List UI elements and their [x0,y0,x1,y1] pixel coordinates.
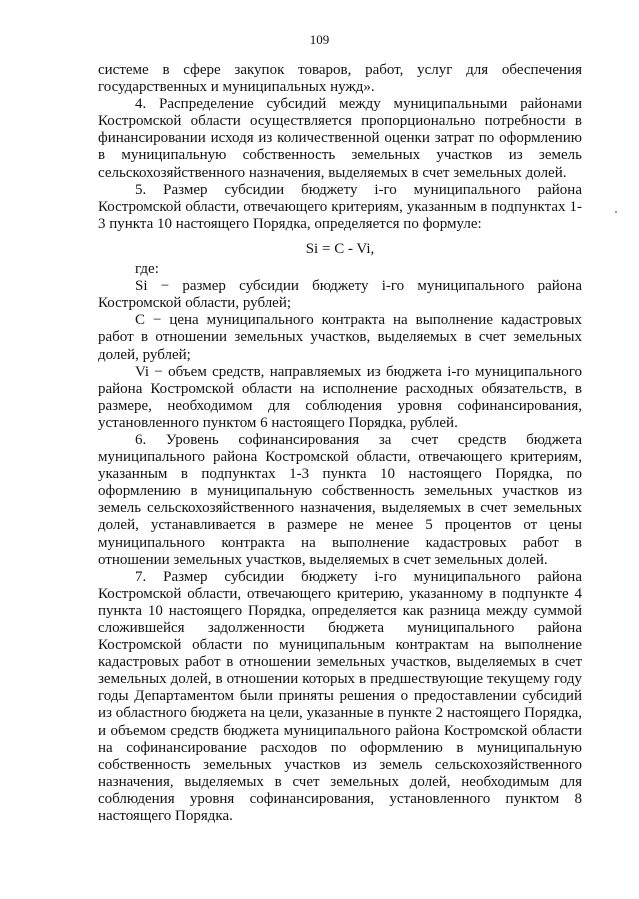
formula: Si = C - Vi, [305,240,375,257]
scan-dot [615,211,617,213]
paragraph-5: 5. Размер субсидии бюджету i-го муниципального района Костромской области, отвечающего критериям, указанным в подпунктах 1-3 пункта 10 настоящего Порядка, определяется по формуле: [98,181,582,232]
paragraph-continuation: системе в сфере закупок товаров, работ, услуг для обеспечения государственных и муниципальных нужд». [98,62,582,96]
paragraph-7: 7. Размер субсидии бюджету i-го муниципального района Костромской области, отвечающего критерию, указанному в подпункте 4 пункта 10 настоящего Порядка, определяется как разница между суммой сложившейся задолженности бюджета муниципального района Костромской области по муниципальным контрактам на выполнение кадастровых работ в отношении земельных участков, выделяемых в счет земельных долей, в отношении которых в предшествующие текущему году годы Департаментом были приняты решения о предоставлении субсидий из областного бюджета на цели, указанные в пункте 2 настоящего Порядка, и объемом средств бюджета муниципального района Костромской области на софинансирование расходов по оформлению в муниципальную собственность земельных участков из земель сельскохозяйственного назначения, выделяемых в счет земельных долей, необходимым для соблюдения уровня софинансирования, установленного пунктом 8 настоящего Порядка. [98,568,582,825]
definition-si: Si − размер субсидии бюджету i-го муниципального района Костромской области, рублей; [98,278,582,312]
paragraph-4: 4. Распределение субсидий между муниципальными районами Костромской области осуществляется пропорционально потребности в финансировании исходя из количественной оценки затрат по оформлению в муниципальную собственность земельных участков из земель сельскохозяйственного назначения, выделяемых в счет земельных долей. [98,96,582,181]
page-number: 109 [309,32,330,47]
paragraph-6: 6. Уровень софинансирования за счет средств бюджета муниципального района Костромской области, отвечающего критериям, указанным в подпунктах 1-3 пункта 10 настоящего Порядка, по оформлению в муниципальную собственность земельных участков из земель сельскохозяйственного назначения, выделяемых в счет земельных долей, устанавливается в размере не менее 5 процентов от цены муниципального контракта на выполнение кадастровых работ в отношении земельных участков, выделяемых в счет земельных долей. [98,431,582,568]
where-label: где: [135,261,159,278]
document-body [98,62,582,825]
definition-c: C − цена муниципального контракта на выполнение кадастровых работ в отношении земельных участков, выделяемых в счет земельных долей, рублей; [98,312,582,363]
definition-vi: Vi − объем средств, направляемых из бюджета i-го муниципального района Костромской области на исполнение расходных обязательств, в размере, необходимом для соблюдения уровня софинансирования, установленного пунктом 6 настоящего Порядка, рублей. [98,363,582,431]
